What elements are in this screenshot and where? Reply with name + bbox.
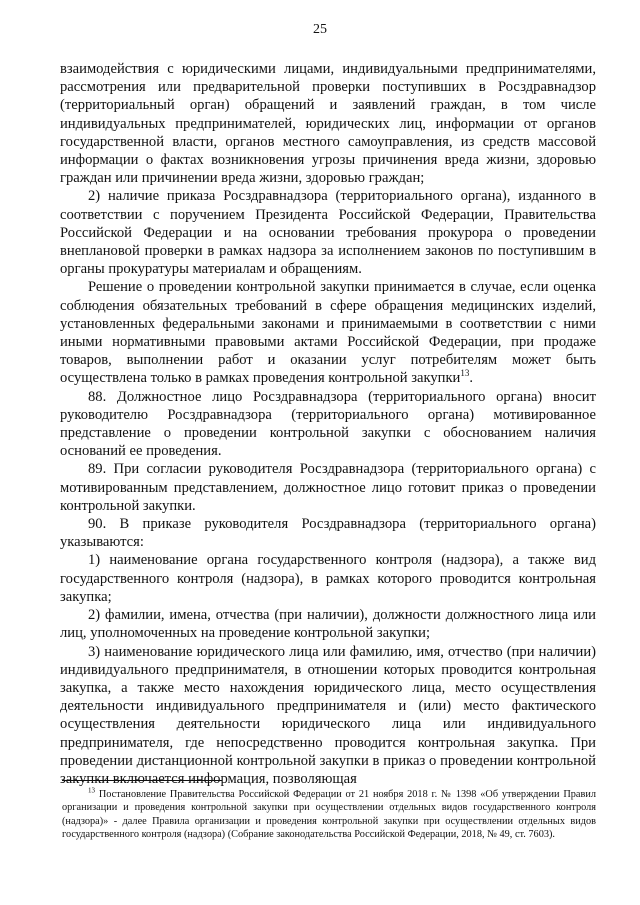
paragraph-90-item-2: 2) фамилии, имена, отчества (при наличии), должности должностного лица или лиц, уполномоченных на проведение контрольной закупки; xyxy=(60,607,596,642)
page-number: 25 xyxy=(313,22,327,37)
paragraph-88: 88. Должностное лицо Росздравнадзора (территориального органа) вносит руководителю Росздравнадзора (территориального органа) мотивированное представление о проведении контрольной закупки с обоснованием наличия оснований ее проведения. xyxy=(60,388,596,460)
paragraph-89: 89. При согласии руководителя Росздравнадзора (территориального органа) с мотивированным представлением, должностное лицо готовит приказ о проведении контрольной закупки. xyxy=(60,461,596,514)
paragraph-decision xyxy=(60,278,596,387)
body-text xyxy=(60,60,596,788)
paragraph-continuation: взаимодействия с юридическими лицами, индивидуальными предпринимателями, рассмотрения или предварительной проверки поступивших в Росздравнадзор (территориальный орган) обращений и заявлений граждан, в том числе индивидуальных предпринимателей, юридических лиц, информации от органов государственной власти, органов местного самоуправления, из средств массовой информации о фактах возникновения угрозы причинения вреда жизни, здоровью граждан или причинении вреда жизни, здоровью граждан; xyxy=(60,61,596,187)
footnote xyxy=(62,788,596,842)
paragraph-90: 90. В приказе руководителя Росздравнадзора (территориального органа) указываются: xyxy=(60,516,596,551)
paragraph-decision-text: Решение о проведении контрольной закупки принимается в случае, если оценка соблюдения обязательных требований в сфере обращения медицинских изделий, установленных федеральными законами и принимаемыми в соответствии с ними иными нормативными правовыми актами Российской Федерации, при продаже товаров, выполнении работ и оказании услуг потребителям может быть осуществлена только в рамках проведения контрольной закупки xyxy=(60,279,596,387)
paragraph-decision-end: . xyxy=(469,370,474,387)
paragraph-90-item-1: 1) наименование органа государственного контроля (надзора), а также вид государственного контроля (надзора), в рамках которого проводится контрольная закупка; xyxy=(60,552,596,605)
footnote-reference: 13 xyxy=(460,368,470,379)
paragraph-item-2-order: 2) наличие приказа Росздравнадзора (территориального органа), изданного в соответствии с поручением Президента Российской Федерации, Правительства Российской Федерации и на основании требования прокурора о проведении внеплановой проверки в рамках надзора за исполнением законов по поступившим в органы прокуратуры материалам и обращениям. xyxy=(60,188,596,278)
footnote-divider xyxy=(62,780,222,781)
footnote-number: 13 xyxy=(88,786,95,795)
footnote-text: Постановление Правительства Российской Федерации от 21 ноября 2018 г. № 1398 «Об утверждении Правил организации и проведения контрольной закупки при осуществлении отдельных видов государственного контроля (надзора)» - далее Правила организации и проведения контрольной закупки при осуществлении отдельных видов государственного контроля (надзора) (Собрание законодательства Российской Федерации, 2018, № 49, ст. 7603). xyxy=(62,789,597,841)
paragraph-90-item-3: 3) наименование юридического лица или фамилию, имя, отчество (при наличии) индивидуального предпринимателя, в отношении которых проводится контрольная закупка, а также место нахождения юридического лица, место осуществления деятельности индивидуального предпринимателя и (или) место фактического осуществления деятельности юридического лица или индивидуального предпринимателя, где непосредственно проводится контрольная закупка. При проведении дистанционной контрольной закупки в приказ о проведении контрольной закупки включается информация, позволяющая xyxy=(60,643,596,787)
